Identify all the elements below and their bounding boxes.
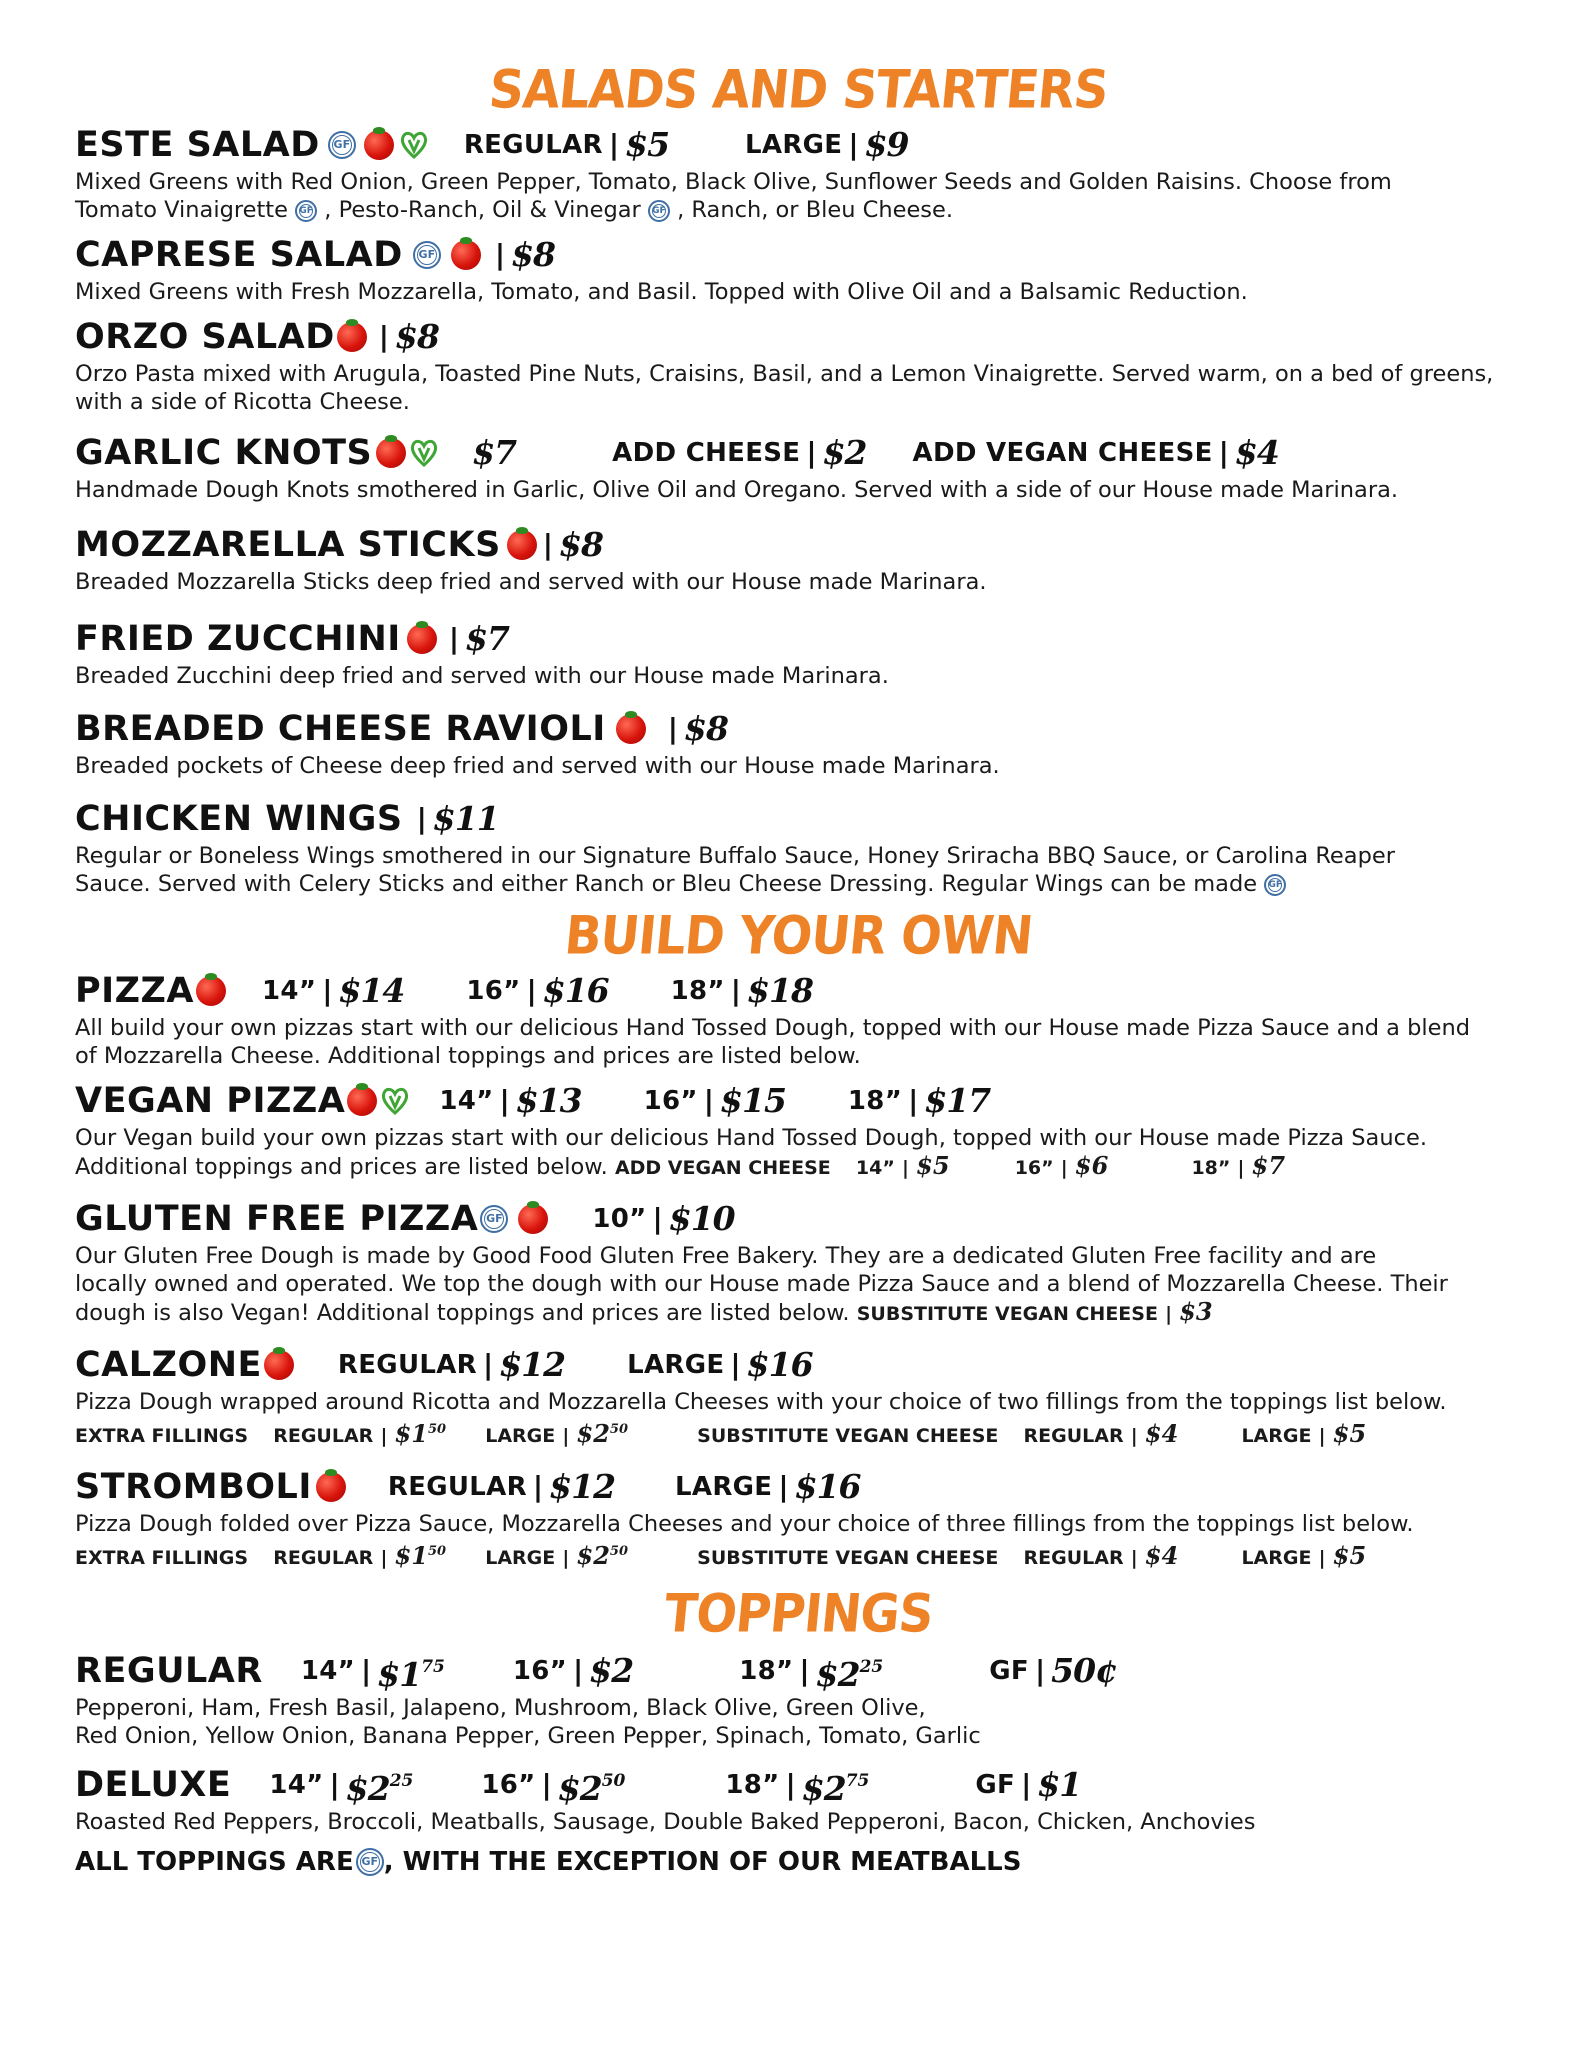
size-label-gf: GF xyxy=(989,1656,1029,1686)
menu-item-calzone xyxy=(75,1342,1522,1450)
separator: | xyxy=(1021,1768,1032,1801)
tomato-icon xyxy=(407,624,437,654)
vegan-heart-icon xyxy=(400,130,428,160)
toppings-footnote: ALL TOPPINGS ARE GF , WITH THE EXCEPTION OF OUR MEATBALLS xyxy=(75,1847,1022,1877)
item-name: BREADED CHEESE RAVIOLI xyxy=(75,709,606,749)
price-regular: $12 xyxy=(549,1467,616,1506)
item-name: ORZO SALAD xyxy=(75,317,335,357)
gluten-free-icon: GF xyxy=(413,241,441,269)
substitute-vegan-cheese-label: SUBSTITUTE VEGAN CHEESE xyxy=(856,1303,1158,1325)
separator: | xyxy=(608,128,620,161)
price-regular: $5 xyxy=(625,125,670,164)
vegan-heart-icon xyxy=(410,438,438,468)
description-line: Pizza Dough wrapped around Ricotta and Mozzarella Cheeses with your choice of two fillings from the toppings list below. xyxy=(75,1389,1447,1415)
gluten-free-icon: GF xyxy=(295,200,317,222)
tomato-icon xyxy=(196,976,226,1006)
size-label: 14” xyxy=(269,1770,324,1800)
gluten-free-icon: GF xyxy=(480,1205,508,1233)
separator: | xyxy=(848,128,859,161)
price-regular: $12 xyxy=(499,1345,566,1384)
separator: | xyxy=(806,436,817,469)
size-label: 16” xyxy=(512,1656,568,1686)
price: $18 xyxy=(747,971,813,1010)
description-line: Our Vegan build your own pizzas start with our delicious Hand Tossed Dough, topped with our House made Pizza Sauce. xyxy=(75,1125,1427,1151)
separator: | xyxy=(499,1084,510,1117)
description-line: Additional toppings and prices are listed below. ADD VEGAN CHEESE 14” | $5 16” | $6 18” | $7 xyxy=(75,1151,1286,1180)
extras-line: EXTRA FILLINGS REGULAR | $\$1^{50}$ LARGE | $\$2^{50}$ SUBSTITUTE VEGAN CHEESE REGULAR | $4 LARGE | $5 xyxy=(75,1419,1367,1448)
separator: | xyxy=(652,1202,663,1235)
item-description: Mixed Greens with Fresh Mozzarella, Tomato, and Basil. Topped with Olive Oil and a Balsamic Reduction. xyxy=(75,279,1248,305)
item-description: All build your own pizzas start with our delicious Hand Tossed Dough, topped with our House made Pizza Sauce and a blend of Mozzarella Cheese. Additional toppings and prices are listed below. xyxy=(75,1015,1471,1069)
price: $8 xyxy=(511,235,555,274)
price: $\$2^{50}$ xyxy=(557,1769,626,1808)
menu-item-orzo-salad xyxy=(75,314,1522,416)
description-line: Our Gluten Free Dough is made by Good Food Gluten Free Bakery. They are a dedicated Gluten Free facility and are xyxy=(75,1243,1377,1269)
size-label: 14” xyxy=(300,1656,356,1686)
menu-item-caprese-salad xyxy=(75,232,1522,306)
gluten-free-icon: GF xyxy=(648,200,670,222)
price: $8 xyxy=(395,317,439,356)
price: $14 xyxy=(338,971,405,1010)
tomato-icon xyxy=(376,438,406,468)
item-description xyxy=(75,1242,1522,1328)
item-description: Orzo Pasta mixed with Arugula, Toasted Pine Nuts, Craisins, Basil, and a Lemon Vinaigrette. Served warm, on a bed of greens, with a side of Ricotta Cheese. xyxy=(75,361,1494,415)
separator: | xyxy=(378,320,389,353)
item-name: FRIED ZUCCHINI xyxy=(75,619,401,659)
price: $7 xyxy=(465,619,509,658)
tomato-icon xyxy=(451,240,481,270)
menu-item-fried-zucchini xyxy=(75,616,1522,690)
separator: | xyxy=(799,1654,810,1687)
price: $\$2^{25}$ xyxy=(815,1655,884,1694)
price-large: $16 xyxy=(794,1467,861,1506)
item-description xyxy=(75,1124,1522,1182)
separator: | xyxy=(667,712,679,745)
size-label: 18” xyxy=(739,1656,794,1686)
tomato-icon xyxy=(347,1086,377,1116)
separator: | xyxy=(494,238,506,271)
item-description: Breaded Zucchini deep fried and served with our House made Marinara. xyxy=(75,663,889,689)
tomato-icon xyxy=(337,322,367,352)
separator: | xyxy=(730,974,742,1007)
price: $2 xyxy=(589,1651,634,1690)
size-label-gf: GF xyxy=(975,1770,1016,1800)
size-label-regular: REGULAR xyxy=(463,130,603,160)
description-line: dough is also Vegan! Additional toppings and prices are listed below. SUBSTITUTE VEGAN CHEESE | $3 xyxy=(75,1297,1213,1326)
price-large: $9 xyxy=(864,125,909,164)
separator: | xyxy=(448,622,460,655)
separator: | xyxy=(908,1084,919,1117)
add-cheese-price: $2 xyxy=(822,433,867,472)
description-line: Red Onion, Yellow Onion, Banana Pepper, Green Pepper, Spinach, Tomato, Garlic xyxy=(75,1723,981,1749)
price: $10 xyxy=(668,1199,735,1238)
price: $\$2^{25}$ xyxy=(345,1769,414,1808)
separator: | xyxy=(703,1084,715,1117)
gluten-free-icon: GF xyxy=(356,1848,384,1876)
price: $17 xyxy=(924,1081,991,1120)
item-description: Breaded Mozzarella Sticks deep fried and served with our House made Marinara. xyxy=(75,569,987,595)
price: $\$1^{75}$ xyxy=(377,1655,445,1694)
menu-item-garlic-knots xyxy=(75,430,1522,504)
gluten-free-icon: GF xyxy=(1264,874,1286,896)
separator: | xyxy=(1218,436,1229,469)
item-name: DELUXE xyxy=(75,1765,232,1805)
item-description xyxy=(75,1694,1522,1750)
size-label-large: LARGE xyxy=(675,1472,773,1502)
separator: | xyxy=(532,1470,544,1503)
separator: | xyxy=(361,1654,372,1687)
size-label: 18” xyxy=(847,1086,903,1116)
add-vegan-cheese-price: $4 xyxy=(1234,433,1279,472)
size-label: 18” xyxy=(670,976,725,1006)
size-label: 16” xyxy=(466,976,521,1006)
vegan-heart-icon xyxy=(381,1086,409,1116)
separator: | xyxy=(1034,1654,1046,1687)
item-description: Breaded pockets of Cheese deep fried and served with our House made Marinara. xyxy=(75,753,1000,779)
item-description xyxy=(75,842,1522,898)
tomato-icon xyxy=(364,130,394,160)
size-label-large: LARGE xyxy=(627,1350,725,1380)
menu-item-deluxe-toppings xyxy=(75,1762,1522,1836)
separator: | xyxy=(542,528,554,561)
section-title-salads: SALADS AND STARTERS xyxy=(486,59,1111,121)
price: $\$2^{75}$ xyxy=(801,1769,870,1808)
extras-line: EXTRA FILLINGS REGULAR | $\$1^{50}$ LARGE | $\$2^{50}$ SUBSTITUTE VEGAN CHEESE REGULAR | $4 LARGE | $5 xyxy=(75,1541,1367,1570)
menu-item-mozzarella-sticks xyxy=(75,522,1522,596)
add-cheese-label: ADD CHEESE xyxy=(612,438,801,468)
item-description xyxy=(75,168,1522,224)
menu-item-este-salad xyxy=(75,122,1522,224)
size-label-regular: REGULAR xyxy=(337,1350,477,1380)
tomato-icon xyxy=(264,1350,294,1380)
gluten-free-icon: GF xyxy=(328,131,356,159)
menu-item-breaded-cheese-ravioli xyxy=(75,706,1522,780)
size-label: 10” xyxy=(592,1204,647,1234)
item-name: REGULAR xyxy=(75,1651,263,1691)
item-name: GLUTEN FREE PIZZA xyxy=(75,1199,479,1239)
description-line: Mixed Greens with Red Onion, Green Pepper, Tomato, Black Olive, Sunflower Seeds and Golden Raisins. Choose from xyxy=(75,169,1392,195)
price: $15 xyxy=(720,1081,786,1120)
menu-item-chicken-wings xyxy=(75,796,1522,898)
item-name: STROMBOLI xyxy=(75,1467,312,1507)
item-name: ESTE SALAD xyxy=(75,125,320,165)
separator: | xyxy=(482,1348,494,1381)
separator: | xyxy=(322,974,333,1007)
item-description xyxy=(75,1388,1522,1450)
price-gf: 50¢ xyxy=(1051,1651,1118,1690)
description-line: Sauce. Served with Celery Sticks and either Ranch or Bleu Cheese Dressing. Regular Wings can be made GF xyxy=(75,870,1522,898)
add-vegan-cheese-label: ADD VEGAN CHEESE xyxy=(614,1157,831,1179)
item-name: PIZZA xyxy=(75,971,195,1011)
item-name: GARLIC KNOTS xyxy=(75,433,373,473)
separator: | xyxy=(416,802,427,835)
item-description xyxy=(75,1510,1522,1572)
item-name: VEGAN PIZZA xyxy=(75,1081,346,1121)
price: $16 xyxy=(542,971,609,1010)
tomato-icon xyxy=(316,1472,346,1502)
section-title-build-your-own: BUILD YOUR OWN xyxy=(562,905,1035,967)
section-title-toppings: TOPPINGS xyxy=(661,1583,936,1645)
item-description: Handmade Dough Knots smothered in Garlic, Olive Oil and Oregano. Served with a side of our House made Marinara. xyxy=(75,477,1399,503)
size-label: 14” xyxy=(439,1086,494,1116)
price-gf: $1 xyxy=(1037,1765,1082,1804)
separator: | xyxy=(573,1654,584,1687)
menu-item-pizza xyxy=(75,968,1522,1070)
description-line: Pepperoni, Ham, Fresh Basil, Jalapeno, Mushroom, Black Olive, Green Olive, xyxy=(75,1695,926,1721)
price: $11 xyxy=(432,799,499,838)
size-label: 14” xyxy=(262,976,317,1006)
item-name: CHICKEN WINGS xyxy=(75,799,403,839)
size-label: 16” xyxy=(481,1770,536,1800)
menu-item-vegan-pizza xyxy=(75,1078,1522,1182)
separator: | xyxy=(778,1470,789,1503)
size-label-large: LARGE xyxy=(745,130,843,160)
size-label: 18” xyxy=(725,1770,780,1800)
price: $7 xyxy=(472,433,517,472)
price-large: $16 xyxy=(746,1345,813,1384)
separator: | xyxy=(730,1348,741,1381)
size-label: 16” xyxy=(643,1086,698,1116)
item-name: MOZZARELLA STICKS xyxy=(75,525,501,565)
add-vegan-cheese-label: ADD VEGAN CHEESE xyxy=(912,438,1213,468)
price: $8 xyxy=(684,709,728,748)
menu-item-gluten-free-pizza xyxy=(75,1196,1522,1328)
separator: | xyxy=(541,1768,552,1801)
separator: | xyxy=(526,974,537,1007)
item-name: CALZONE xyxy=(75,1345,262,1385)
menu-item-regular-toppings xyxy=(75,1648,1522,1750)
tomato-icon xyxy=(518,1204,548,1234)
tomato-icon xyxy=(507,530,537,560)
description-line: locally owned and operated. We top the dough with our House made Pizza Sauce and a blend of Mozzarella Cheese. Their xyxy=(75,1271,1448,1297)
tomato-icon xyxy=(616,714,646,744)
item-description: Roasted Red Peppers, Broccoli, Meatballs, Sausage, Double Baked Pepperoni, Bacon, Chicken, Anchovies xyxy=(75,1809,1256,1835)
price: $8 xyxy=(559,525,603,564)
description-line: Pizza Dough folded over Pizza Sauce, Mozzarella Cheeses and your choice of three fillings from the toppings list below. xyxy=(75,1511,1414,1537)
description-line: Regular or Boneless Wings smothered in our Signature Buffalo Sauce, Honey Sriracha BBQ Sauce, or Carolina Reaper xyxy=(75,843,1395,869)
size-label-regular: REGULAR xyxy=(387,1472,527,1502)
separator: | xyxy=(329,1768,340,1801)
item-name: CAPRESE SALAD xyxy=(75,235,403,275)
description-line: Tomato Vinaigrette GF , Pesto-Ranch, Oil & Vinegar GF , Ranch, or Bleu Cheese. xyxy=(75,197,954,223)
price: $13 xyxy=(515,1081,582,1120)
separator: | xyxy=(785,1768,796,1801)
menu-item-stromboli xyxy=(75,1464,1522,1572)
